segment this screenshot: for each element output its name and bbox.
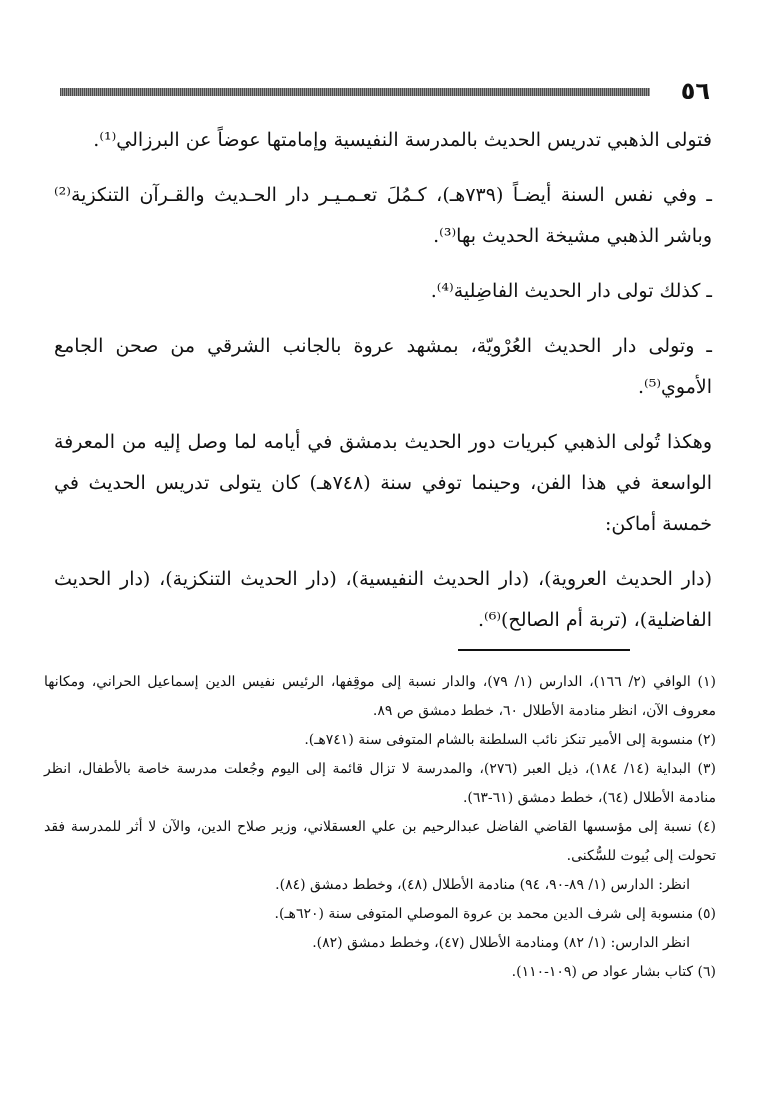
footnote: (٣) البداية (١٤/ ١٨٤)، ذيل العبر (٢٧٦)، والمدرسة لا تزال قائمة إلى اليوم وجُعلت مدرسة خاصة بالأطفال، انظر منادمة الأطلال (٦٤)، خطط دمشق (٦١-٦٣). <box>44 761 716 806</box>
paragraph: وهكذا تُولى الذهبي كبريات دور الحديث بدمشق في أيامه لما وصل إليه من المعرفة الواسعة في هذا الفن، وحينما توفي سنة (٧٤٨هـ) كان يتولى تدريس الحديث في خمسة أماكن: <box>54 431 712 535</box>
header-rule <box>60 88 650 96</box>
footnote-reference: انظر: الدارس (١/ ٨٩-٩٠، ٩٤) منادمة الأطلال (٤٨)، وخطط دمشق (٨٤). <box>275 877 690 893</box>
paragraph: فتولى الذهبي تدريس الحديث بالمدرسة النفيسية وإمامتها عوضاً عن البرزالي⁽¹⁾. <box>93 129 712 151</box>
footnote-separator <box>458 649 630 651</box>
paragraph: (دار الحديث العروية)، (دار الحديث النفيسية)، (دار الحديث التنكزية)، (دار الحديث الفاضلية)، (تربة أم الصالح)⁽⁶⁾. <box>54 568 712 631</box>
footnote: (١) الوافي (٢/ ١٦٦)، الدارس (١/ ٧٩)، والدار نسبة إلى موقِفها، الرئيس نفيس الدين إسماعيل الحراني، ومكانها معروف الآن، انظر منادمة الأطلال ٦٠، خطط دمشق ص ٨٩. <box>44 674 717 719</box>
page-header <box>60 77 710 106</box>
paragraph: ـ وفي نفس السنة أيضـاً (٧٣٩هـ)، كـمُلَ تعـمـيـر دار الحـديث والقـرآن التنكزية⁽²⁾ وباشر الذهبي مشيخة الحديث بها⁽³⁾. <box>54 184 712 247</box>
paragraph: ـ وتولى دار الحديث العُرْويّة، بمشهد عروة بالجانب الشرقي من صحن الجامع الأموي⁽⁵⁾. <box>54 335 712 398</box>
footnote: (٤) نسبة إلى مؤسسها القاضي الفاضل عبدالرحيم بن علي العسقلاني، وزير صلاح الدين، والآن لا أثر للمدرسة فقد تحولت إلى بُيوت للسُّكنى. <box>44 819 717 864</box>
footnote: (٢) منسوبة إلى الأمير تنكز نائب السلطنة بالشام المتوفى سنة (٧٤١هـ). <box>304 732 716 748</box>
footnote: (٦) كتاب بشار عواد ص (١٠٩-١١٠). <box>511 964 716 980</box>
paragraph: ـ كذلك تولى دار الحديث الفاضِلية⁽⁴⁾. <box>430 280 712 302</box>
footnote: (٥) منسوبة إلى شرف الدين محمد بن عروة الموصلي المتوفى سنة (٦٢٠هـ). <box>274 906 716 922</box>
footnotes <box>44 668 716 987</box>
page-number: ٥٦ <box>680 77 710 105</box>
main-text <box>54 120 712 655</box>
footnote-reference: انظر الدارس: (١/ ٨٢) ومنادمة الأطلال (٤٧)، وخطط دمشق (٨٢). <box>312 935 690 951</box>
